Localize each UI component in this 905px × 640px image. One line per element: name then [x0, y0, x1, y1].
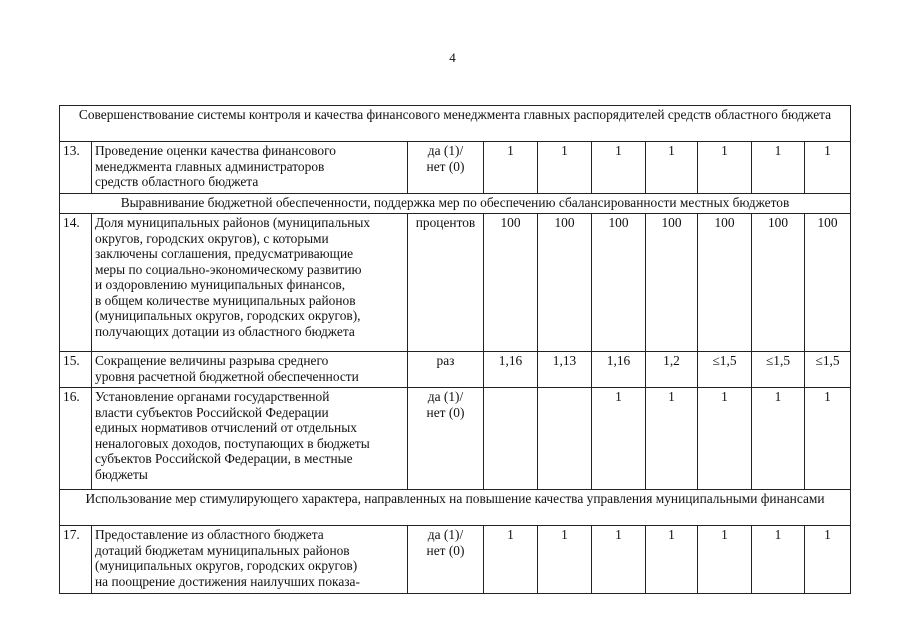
- table-row: [60, 526, 851, 594]
- value-cell: 1: [752, 142, 805, 194]
- value-cell: 1: [646, 526, 698, 594]
- value-cell: 1: [698, 388, 752, 490]
- table-row: [60, 352, 851, 388]
- value-cell: 1: [646, 142, 698, 194]
- value-cell: ≤1,5: [752, 352, 805, 388]
- indicator-name: Проведение оценки качества финансового менеджмента главных администраторов средств областного бюджета: [92, 142, 408, 194]
- table-row: [60, 388, 851, 490]
- value-cell: 1,13: [538, 352, 592, 388]
- section-heading: Совершенствование системы контроля и качества финансового менеджмента главных распорядителей средств областного бюджета: [60, 106, 851, 142]
- value-cell: 1: [752, 526, 805, 594]
- value-cell: 1: [805, 526, 851, 594]
- value-cell: 1: [484, 142, 538, 194]
- value-cell: 1: [484, 526, 538, 594]
- value-cell: 1: [646, 388, 698, 490]
- table-row: [60, 142, 851, 194]
- value-cell: 1: [698, 142, 752, 194]
- value-cell: 1: [538, 526, 592, 594]
- value-cell: 1: [538, 142, 592, 194]
- value-cell: 1,2: [646, 352, 698, 388]
- value-cell: [538, 388, 592, 490]
- indicator-name: Доля муниципальных районов (муниципальных округов, городских округов), с которыми заключены соглашения, предусматривающие меры по социально-экономическому развитию и оздоровлению муниципальных финансов, в общем количестве муниципальных районов (муниципальных округов, городских округов), получающих дотации из областного бюджета: [92, 214, 408, 352]
- value-cell: 1: [752, 388, 805, 490]
- value-cell: 1: [592, 526, 646, 594]
- row-number: 16.: [60, 388, 92, 490]
- unit-cell: да (1)/ нет (0): [408, 388, 484, 490]
- row-number: 15.: [60, 352, 92, 388]
- value-cell: 1: [805, 388, 851, 490]
- section-row: [60, 106, 851, 142]
- value-cell: 100: [484, 214, 538, 352]
- indicator-name: Предоставление из областного бюджета дотаций бюджетам муниципальных районов (муниципальных округов, городских округов) на поощрение достижения наилучших показа-: [92, 526, 408, 594]
- value-cell: 1: [592, 388, 646, 490]
- value-cell: 100: [592, 214, 646, 352]
- value-cell: 1,16: [592, 352, 646, 388]
- section-heading: Выравнивание бюджетной обеспеченности, поддержка мер по обеспечению сбалансированности местных бюджетов: [60, 194, 851, 214]
- value-cell: 100: [646, 214, 698, 352]
- row-number: 13.: [60, 142, 92, 194]
- row-number: 17.: [60, 526, 92, 594]
- indicator-name: Сокращение величины разрыва среднего уровня расчетной бюджетной обеспеченности: [92, 352, 408, 388]
- value-cell: 100: [538, 214, 592, 352]
- value-cell: 100: [805, 214, 851, 352]
- section-row: [60, 490, 851, 526]
- value-cell: 1: [698, 526, 752, 594]
- indicators-table: [59, 105, 851, 594]
- table-row: [60, 214, 851, 352]
- unit-cell: раз: [408, 352, 484, 388]
- section-heading: Использование мер стимулирующего характера, направленных на повышение качества управления муниципальными финансами: [60, 490, 851, 526]
- value-cell: 100: [752, 214, 805, 352]
- unit-cell: да (1)/ нет (0): [408, 142, 484, 194]
- value-cell: ≤1,5: [805, 352, 851, 388]
- value-cell: 100: [698, 214, 752, 352]
- value-cell: 1: [592, 142, 646, 194]
- value-cell: ≤1,5: [698, 352, 752, 388]
- indicator-name: Установление органами государственной власти субъектов Российской Федерации единых нормативов отчислений от отдельных неналоговых доходов, поступающих в бюджеты субъектов Российской Федерации, в местные бюджеты: [92, 388, 408, 490]
- unit-cell: процентов: [408, 214, 484, 352]
- page-number: 4: [449, 50, 456, 65]
- value-cell: [484, 388, 538, 490]
- value-cell: 1: [805, 142, 851, 194]
- section-row: [60, 194, 851, 214]
- unit-cell: да (1)/ нет (0): [408, 526, 484, 594]
- row-number: 14.: [60, 214, 92, 352]
- value-cell: 1,16: [484, 352, 538, 388]
